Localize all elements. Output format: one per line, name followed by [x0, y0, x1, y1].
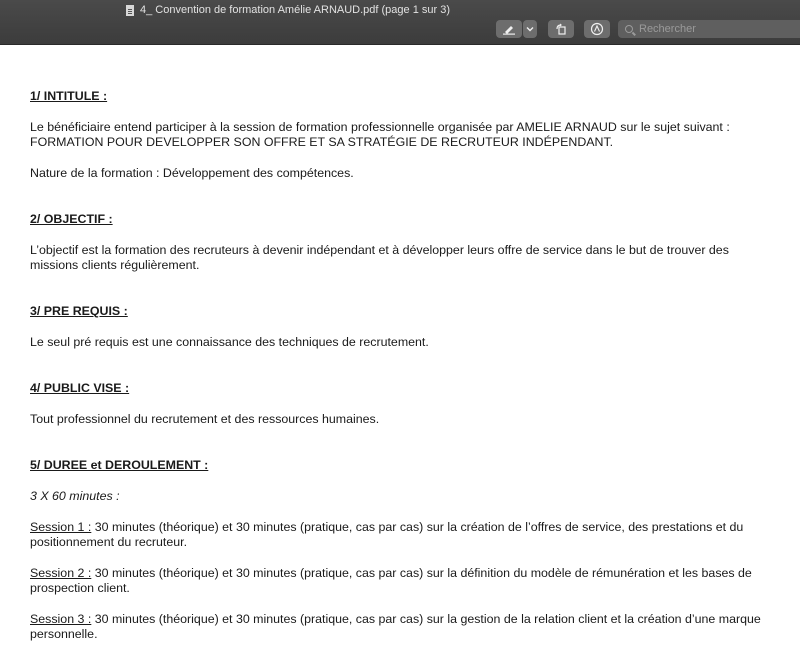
session-1-label: Session 1 :: [30, 520, 92, 534]
session-3-text: 30 minutes (théorique) et 30 minutes (pratique, cas par cas) sur la gestion de la relation client et la création d’une marque personnelle.: [30, 612, 761, 641]
section-heading-public: 4/ PUBLIC VISE :: [30, 381, 130, 395]
session-2-paragraph: [30, 566, 770, 596]
prerequis-paragraph: Le seul pré requis est une connaissance des techniques de recrutement.: [30, 335, 429, 349]
annotate-button[interactable]: [584, 20, 610, 38]
markup-button[interactable]: [496, 20, 522, 38]
objectif-paragraph: L’objectif est la formation des recruteurs à devenir indépendant et à développer leurs offre de service dans le but de trouver des missions clients régulièrement.: [30, 243, 729, 272]
intitule-paragraph: Le bénéficiaire entend participer à la session de formation professionnelle organisée par AMELIE ARNAUD sur le sujet suivant : FORMATION POUR DEVELOPPER SON OFFRE ET SA STRATÉGIE DE RECRUTEUR INDÉPENDANT.: [30, 120, 730, 149]
section-heading-duree: 5/ DUREE et DEROULEMENT :: [30, 458, 209, 472]
pdf-file-icon: [126, 5, 134, 16]
nature-paragraph: Nature de la formation : Développement des compétences.: [30, 166, 354, 180]
chevron-down-icon: [526, 26, 534, 32]
session-3-label: Session 3 :: [30, 612, 92, 626]
public-paragraph: Tout professionnel du recrutement et des ressources humaines.: [30, 412, 380, 426]
markup-pen-icon: [502, 23, 516, 35]
window-toolbar: [0, 0, 800, 45]
pdf-page: [30, 89, 770, 642]
window-title-text: 4_ Convention de formation Amélie ARNAUD.pdf (page 1 sur 3): [140, 4, 450, 16]
section-heading-prerequis: 3/ PRE REQUIS :: [30, 304, 128, 318]
rotate-icon: [554, 23, 568, 35]
markup-options-button[interactable]: [523, 20, 537, 38]
session-1-paragraph: [30, 520, 770, 550]
rotate-button[interactable]: [548, 20, 574, 38]
session-2-text: 30 minutes (théorique) et 30 minutes (pratique, cas par cas) sur la définition du modèle de rémunération et les bases de prospection client.: [30, 566, 752, 595]
annotate-icon: [590, 22, 604, 36]
session-2-label: Session 2 :: [30, 566, 92, 580]
search-field[interactable]: [618, 20, 800, 38]
duration-italic: 3 X 60 minutes :: [30, 489, 120, 503]
section-heading-intitule: 1/ INTITULE :: [30, 89, 108, 103]
duration-text: [30, 489, 770, 504]
session-3-paragraph: [30, 612, 770, 642]
session-1-text: 30 minutes (théorique) et 30 minutes (pratique, cas par cas) sur la création de l’offres de service, des prestations et du positionnement du recruteur.: [30, 520, 744, 549]
window-title: [126, 3, 450, 17]
search-icon: [625, 25, 633, 33]
search-input[interactable]: [639, 23, 800, 35]
section-heading-objectif: 2/ OBJECTIF :: [30, 212, 113, 226]
